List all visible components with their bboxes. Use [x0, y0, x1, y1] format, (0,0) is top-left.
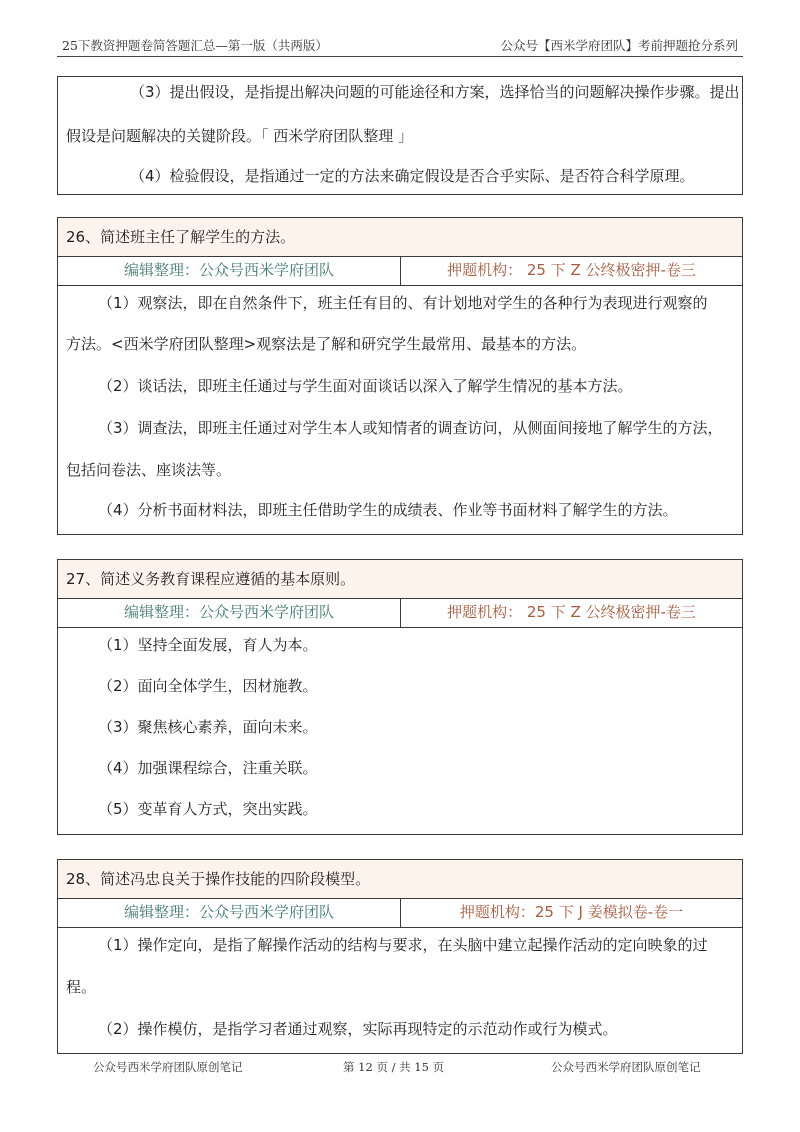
header-left-text: 25下教资押题卷简答题汇总—第一版（共两版）	[62, 38, 328, 53]
editor-credit: 编辑整理：公众号西米学府团队	[58, 599, 401, 627]
page-footer	[0, 1059, 800, 1079]
answer-line: （4）检验假设，是指通过一定的方法来确定假设是否合乎实际、是否符合科学原理。	[130, 167, 695, 185]
page-number: 第 12 页 / 共 15 页	[343, 1060, 445, 1074]
header-right-text: 公众号【西米学府团队】考前押题抢分系列	[500, 38, 738, 53]
footer-right-text: 公众号西米学府团队原创笔记	[551, 1060, 701, 1074]
answer-line: （4）分析书面材料法，即班主任借助学生的成绩表、作业等书面材料了解学生的方法。	[98, 501, 678, 519]
footer-left-text: 公众号西米学府团队原创笔记	[93, 1060, 243, 1074]
question-meta-row	[58, 599, 742, 628]
question-meta-row	[58, 257, 742, 286]
question-title: 28、简述冯忠良关于操作技能的四阶段模型。	[58, 860, 742, 899]
question-card	[57, 859, 743, 1054]
answer-line: （2）操作模仿，是指学习者通过观察，实际再现特定的示范动作或行为模式。	[98, 1020, 618, 1038]
answer-line: （5）变革育人方式，突出实践。	[98, 800, 318, 818]
source-credit: 押题机构： 25 下 Z 公终极密押-卷三	[447, 603, 696, 621]
answer-line: 程。	[66, 978, 97, 996]
answer-line: （2）面向全体学生，因材施教。	[98, 677, 318, 695]
answer-line: 方法。<西米学府团队整理>观察法是了解和研究学生最常用、最基本的方法。	[66, 335, 587, 353]
question-meta-row	[58, 899, 742, 928]
answer-line: （3）调查法，即班主任通过对学生本人或知情者的调查访问，从侧面间接地了解学生的方法，	[98, 419, 723, 437]
answer-line: 包括问卷法、座谈法等。	[66, 461, 232, 479]
answer-line: （1）坚持全面发展，育人为本。	[98, 636, 318, 654]
question-title: 27、简述义务教育课程应遵循的基本原则。	[58, 560, 742, 599]
editor-credit: 编辑整理：公众号西米学府团队	[58, 899, 401, 927]
answer-line: （1）观察法，即在自然条件下，班主任有目的、有计划地对学生的各种行为表现进行观察的	[98, 294, 708, 312]
answer-line: （4）加强课程综合，注重关联。	[98, 759, 318, 777]
source-credit: 押题机构： 25 下 Z 公终极密押-卷三	[447, 261, 696, 279]
editor-credit: 编辑整理：公众号西米学府团队	[58, 257, 401, 285]
question-card	[57, 559, 743, 835]
answer-line: （3）提出假设，是指提出解决问题的可能途径和方案，选择恰当的问题解决操作步骤。提出	[130, 83, 740, 101]
question-title: 26、简述班主任了解学生的方法。	[58, 218, 742, 257]
continuation-box	[57, 76, 743, 195]
answer-line: （1）操作定向，是指了解操作活动的结构与要求，在头脑中建立起操作活动的定向映象的过	[98, 936, 708, 954]
answer-line: （2）谈话法，即班主任通过与学生面对面谈话以深入了解学生情况的基本方法。	[98, 377, 633, 395]
answer-line: 假设是问题解决的关键阶段。「 西米学府团队整理 」	[66, 127, 414, 145]
question-card	[57, 217, 743, 535]
source-credit: 押题机构：25 下 J 姜模拟卷-卷一	[459, 903, 684, 921]
answer-line: （3）聚焦核心素养，面向未来。	[98, 718, 318, 736]
page-header	[57, 34, 743, 57]
